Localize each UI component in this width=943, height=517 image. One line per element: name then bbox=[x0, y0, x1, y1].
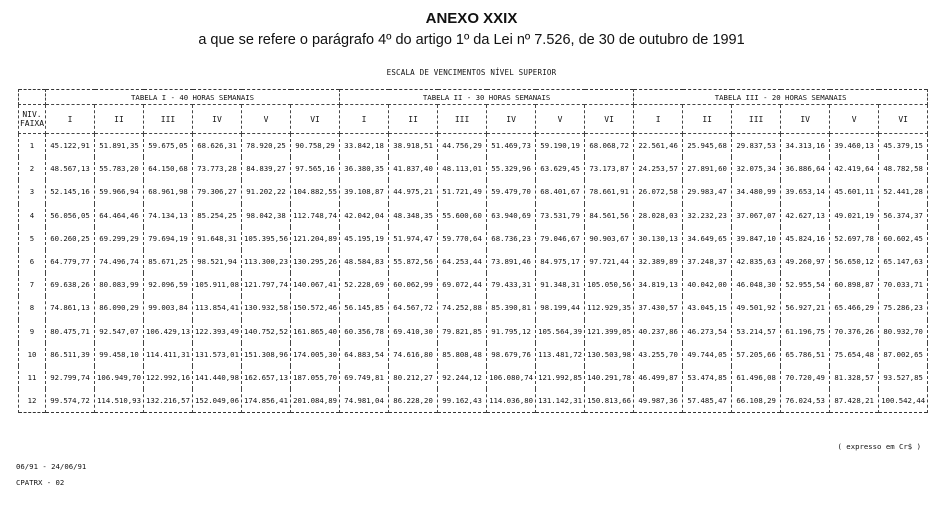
salary-cell: 112.929,35 bbox=[585, 296, 634, 319]
salary-cell: 79.433,31 bbox=[487, 273, 536, 296]
salary-cell: 65.786,51 bbox=[781, 343, 830, 366]
salary-cell: 51.974,47 bbox=[389, 227, 438, 250]
salary-cell: 69.299,29 bbox=[95, 227, 144, 250]
salary-cell: 49.260,97 bbox=[781, 250, 830, 273]
table-row bbox=[19, 157, 928, 180]
table-row bbox=[19, 320, 928, 343]
salary-cell: 100.542,44 bbox=[879, 389, 928, 413]
salary-cell: 99.003,84 bbox=[144, 296, 193, 319]
salary-cell: 85.254,25 bbox=[193, 204, 242, 227]
salary-cell: 55.872,56 bbox=[389, 250, 438, 273]
salary-cell: 57.205,66 bbox=[732, 343, 781, 366]
salary-cell: 32.075,34 bbox=[732, 157, 781, 180]
salary-cell: 56.650,12 bbox=[830, 250, 879, 273]
salary-cell: 34.819,13 bbox=[634, 273, 683, 296]
salary-cell: 45.824,16 bbox=[781, 227, 830, 250]
salary-cell: 76.024,53 bbox=[781, 389, 830, 413]
salary-cell: 69.072,44 bbox=[438, 273, 487, 296]
salary-cell: 34.649,65 bbox=[683, 227, 732, 250]
salary-cell: 106.949,70 bbox=[95, 366, 144, 389]
salary-cell: 57.485,47 bbox=[683, 389, 732, 413]
salary-cell: 174.005,30 bbox=[291, 343, 340, 366]
salary-cell: 68.068,72 bbox=[585, 134, 634, 158]
salary-cell: 68.401,67 bbox=[536, 180, 585, 203]
salary-cell: 38.918,51 bbox=[389, 134, 438, 158]
salary-cell: 151.308,96 bbox=[242, 343, 291, 366]
salary-cell: 52.955,54 bbox=[781, 273, 830, 296]
niv-cell: 12 bbox=[19, 389, 46, 413]
salary-cell: 140.291,78 bbox=[585, 366, 634, 389]
document-title: ANEXO XXIX bbox=[425, 10, 518, 27]
table-row bbox=[19, 366, 928, 389]
salary-cell: 52.228,69 bbox=[340, 273, 389, 296]
salary-cell: 40.042,00 bbox=[683, 273, 732, 296]
salary-cell: 63.940,69 bbox=[487, 204, 536, 227]
salary-cell: 51.721,49 bbox=[438, 180, 487, 203]
salary-cell: 22.561,46 bbox=[634, 134, 683, 158]
salary-cell: 68.961,98 bbox=[144, 180, 193, 203]
salary-cell: 122.393,49 bbox=[193, 320, 242, 343]
salary-cell: 84.975,17 bbox=[536, 250, 585, 273]
salary-cell: 84.839,27 bbox=[242, 157, 291, 180]
table-row bbox=[19, 227, 928, 250]
salary-cell: 29.837,53 bbox=[732, 134, 781, 158]
salary-cell: 85.808,48 bbox=[438, 343, 487, 366]
salary-cell: 27.891,60 bbox=[683, 157, 732, 180]
salary-cell: 74.252,88 bbox=[438, 296, 487, 319]
salary-cell: 64.883,54 bbox=[340, 343, 389, 366]
salary-cell: 30.130,13 bbox=[634, 227, 683, 250]
salary-cell: 64.464,46 bbox=[95, 204, 144, 227]
niv-cell: 5 bbox=[19, 227, 46, 250]
salary-cell: 93.527,85 bbox=[879, 366, 928, 389]
salary-cell: 85.671,25 bbox=[144, 250, 193, 273]
currency-note: ( expresso em Cr$ ) bbox=[837, 442, 921, 451]
salary-cell: 44.975,21 bbox=[389, 180, 438, 203]
salary-cell: 74.616,80 bbox=[389, 343, 438, 366]
salary-cell: 37.430,57 bbox=[634, 296, 683, 319]
salary-cell: 114.036,80 bbox=[487, 389, 536, 413]
column-header: III bbox=[144, 105, 193, 134]
salary-cell: 98.199,44 bbox=[536, 296, 585, 319]
salary-cell: 65.147,63 bbox=[879, 250, 928, 273]
column-header: III bbox=[732, 105, 781, 134]
salary-cell: 112.748,74 bbox=[291, 204, 340, 227]
salary-cell: 92.244,12 bbox=[438, 366, 487, 389]
salary-cell: 90.758,29 bbox=[291, 134, 340, 158]
salary-cell: 48.348,35 bbox=[389, 204, 438, 227]
salary-cell: 45.122,91 bbox=[46, 134, 95, 158]
salary-cell: 99.574,72 bbox=[46, 389, 95, 413]
table-row bbox=[19, 273, 928, 296]
table-row bbox=[19, 204, 928, 227]
salary-cell: 46.273,54 bbox=[683, 320, 732, 343]
column-header-row bbox=[19, 105, 928, 134]
salary-cell: 48.584,83 bbox=[340, 250, 389, 273]
salary-cell: 73.173,87 bbox=[585, 157, 634, 180]
salary-cell: 53.214,57 bbox=[732, 320, 781, 343]
salary-cell: 105.395,56 bbox=[242, 227, 291, 250]
niv-cell: 7 bbox=[19, 273, 46, 296]
salary-cell: 40.237,86 bbox=[634, 320, 683, 343]
salary-cell: 32.232,23 bbox=[683, 204, 732, 227]
salary-cell: 42.042,04 bbox=[340, 204, 389, 227]
group-header-tabela-3: TABELA III - 20 HORAS SEMANAIS bbox=[634, 90, 928, 105]
salary-cell: 121.204,89 bbox=[291, 227, 340, 250]
column-header: II bbox=[95, 105, 144, 134]
salary-cell: 80.083,99 bbox=[95, 273, 144, 296]
group-header-row bbox=[19, 90, 928, 105]
salary-cell: 52.145,16 bbox=[46, 180, 95, 203]
salary-cell: 92.096,59 bbox=[144, 273, 193, 296]
salary-cell: 68.626,31 bbox=[193, 134, 242, 158]
reference-code: CPATRX - 02 bbox=[16, 478, 65, 487]
salary-cell: 59.966,94 bbox=[95, 180, 144, 203]
salary-cell: 52.697,78 bbox=[830, 227, 879, 250]
salary-cell: 73.891,46 bbox=[487, 250, 536, 273]
niv-cell: 10 bbox=[19, 343, 46, 366]
salary-cell: 121.399,05 bbox=[585, 320, 634, 343]
salary-cell: 86.228,20 bbox=[389, 389, 438, 413]
salary-cell: 132.216,57 bbox=[144, 389, 193, 413]
salary-cell: 49.987,36 bbox=[634, 389, 683, 413]
salary-cell: 34.480,99 bbox=[732, 180, 781, 203]
salary-cell: 48.782,58 bbox=[879, 157, 928, 180]
table-row bbox=[19, 296, 928, 319]
salary-cell: 174.856,41 bbox=[242, 389, 291, 413]
salary-cell: 97.721,44 bbox=[585, 250, 634, 273]
niv-cell: 6 bbox=[19, 250, 46, 273]
salary-cell: 65.466,29 bbox=[830, 296, 879, 319]
column-header: III bbox=[438, 105, 487, 134]
salary-cell: 187.055,70 bbox=[291, 366, 340, 389]
salary-cell: 113.481,72 bbox=[536, 343, 585, 366]
salary-cell: 105.050,56 bbox=[585, 273, 634, 296]
salary-cell: 121.797,74 bbox=[242, 273, 291, 296]
column-header: V bbox=[242, 105, 291, 134]
column-header: IV bbox=[781, 105, 830, 134]
salary-cell: 59.770,64 bbox=[438, 227, 487, 250]
salary-cell: 80.475,71 bbox=[46, 320, 95, 343]
salary-cell: 79.694,19 bbox=[144, 227, 193, 250]
column-header: II bbox=[389, 105, 438, 134]
salary-cell: 78.920,25 bbox=[242, 134, 291, 158]
column-header: I bbox=[634, 105, 683, 134]
salary-cell: 114.510,93 bbox=[95, 389, 144, 413]
column-header: VI bbox=[879, 105, 928, 134]
salary-cell: 79.306,27 bbox=[193, 180, 242, 203]
niv-cell: 3 bbox=[19, 180, 46, 203]
salary-cell: 70.720,49 bbox=[781, 366, 830, 389]
salary-cell: 59.190,19 bbox=[536, 134, 585, 158]
salary-cell: 162.657,13 bbox=[242, 366, 291, 389]
salary-cell: 73.773,28 bbox=[193, 157, 242, 180]
salary-cell: 29.983,47 bbox=[683, 180, 732, 203]
salary-cell: 121.992,85 bbox=[536, 366, 585, 389]
salary-cell: 51.891,35 bbox=[95, 134, 144, 158]
salary-cell: 74.134,13 bbox=[144, 204, 193, 227]
salary-cell: 98.679,76 bbox=[487, 343, 536, 366]
salary-cell: 44.756,29 bbox=[438, 134, 487, 158]
salary-cell: 73.531,79 bbox=[536, 204, 585, 227]
salary-cell: 61.196,75 bbox=[781, 320, 830, 343]
table-row bbox=[19, 389, 928, 413]
salary-cell: 91.202,22 bbox=[242, 180, 291, 203]
salary-cell: 43.255,70 bbox=[634, 343, 683, 366]
salary-cell: 32.389,89 bbox=[634, 250, 683, 273]
salary-cell: 53.474,85 bbox=[683, 366, 732, 389]
salary-cell: 39.653,14 bbox=[781, 180, 830, 203]
salary-cell: 49.501,92 bbox=[732, 296, 781, 319]
salary-cell: 60.062,99 bbox=[389, 273, 438, 296]
column-header: I bbox=[46, 105, 95, 134]
salary-cell: 41.837,40 bbox=[389, 157, 438, 180]
niv-cell: 9 bbox=[19, 320, 46, 343]
salary-cell: 97.565,16 bbox=[291, 157, 340, 180]
group-header-tabela-1: TABELA I - 40 HORAS SEMANAIS bbox=[46, 90, 340, 105]
table-row bbox=[19, 180, 928, 203]
salary-cell: 201.084,89 bbox=[291, 389, 340, 413]
niv-faixa-header: NIV. FAIXA bbox=[19, 105, 46, 134]
salary-cell: 55.783,20 bbox=[95, 157, 144, 180]
salary-cell: 56.056,05 bbox=[46, 204, 95, 227]
column-header: IV bbox=[487, 105, 536, 134]
salary-cell: 69.410,30 bbox=[389, 320, 438, 343]
salary-cell: 25.945,68 bbox=[683, 134, 732, 158]
salary-cell: 48.567,13 bbox=[46, 157, 95, 180]
salary-cell: 86.511,39 bbox=[46, 343, 95, 366]
salary-cell: 69.638,26 bbox=[46, 273, 95, 296]
table-row bbox=[19, 343, 928, 366]
salary-cell: 81.328,57 bbox=[830, 366, 879, 389]
salary-cell: 75.654,48 bbox=[830, 343, 879, 366]
salary-cell: 86.090,29 bbox=[95, 296, 144, 319]
salary-cell: 46.499,87 bbox=[634, 366, 683, 389]
column-header: V bbox=[536, 105, 585, 134]
table-caption: ESCALA DE VENCIMENTOS NÍVEL SUPERIOR bbox=[386, 68, 557, 77]
salary-cell: 80.932,70 bbox=[879, 320, 928, 343]
salary-cell: 64.779,77 bbox=[46, 250, 95, 273]
salary-cell: 59.479,70 bbox=[487, 180, 536, 203]
salary-cell: 150.813,66 bbox=[585, 389, 634, 413]
table-row bbox=[19, 134, 928, 158]
salary-cell: 46.048,30 bbox=[732, 273, 781, 296]
salary-cell: 56.927,21 bbox=[781, 296, 830, 319]
salary-cell: 90.903,67 bbox=[585, 227, 634, 250]
salary-cell: 87.002,65 bbox=[879, 343, 928, 366]
salary-cell: 60.898,87 bbox=[830, 273, 879, 296]
salary-cell: 43.045,15 bbox=[683, 296, 732, 319]
column-header: V bbox=[830, 105, 879, 134]
salary-cell: 64.567,72 bbox=[389, 296, 438, 319]
salary-cell: 105.911,08 bbox=[193, 273, 242, 296]
niv-header-spacer bbox=[19, 90, 46, 105]
salary-cell: 37.067,07 bbox=[732, 204, 781, 227]
salary-cell: 98.521,94 bbox=[193, 250, 242, 273]
table-body bbox=[19, 134, 928, 413]
salary-cell: 42.627,13 bbox=[781, 204, 830, 227]
salary-cell: 60.356,78 bbox=[340, 320, 389, 343]
salary-cell: 85.390,81 bbox=[487, 296, 536, 319]
salary-cell: 51.469,73 bbox=[487, 134, 536, 158]
salary-cell: 106.429,13 bbox=[144, 320, 193, 343]
salary-cell: 55.329,96 bbox=[487, 157, 536, 180]
salary-cell: 39.108,87 bbox=[340, 180, 389, 203]
salary-cell: 60.260,25 bbox=[46, 227, 95, 250]
niv-cell: 1 bbox=[19, 134, 46, 158]
salary-cell: 79.821,85 bbox=[438, 320, 487, 343]
document-subtitle: a que se refere o parágrafo 4º do artigo 1º da Lei nº 7.526, de 30 de outubro de 1991 bbox=[198, 32, 745, 48]
salary-cell: 42.419,64 bbox=[830, 157, 879, 180]
salary-cell: 49.021,19 bbox=[830, 204, 879, 227]
salary-cell: 80.212,27 bbox=[389, 366, 438, 389]
salary-cell: 74.981,04 bbox=[340, 389, 389, 413]
salary-cell: 130.503,98 bbox=[585, 343, 634, 366]
salary-cell: 99.458,10 bbox=[95, 343, 144, 366]
salary-cell: 45.379,15 bbox=[879, 134, 928, 158]
salary-cell: 64.150,68 bbox=[144, 157, 193, 180]
salary-cell: 140.067,41 bbox=[291, 273, 340, 296]
salary-cell: 61.496,08 bbox=[732, 366, 781, 389]
salary-cell: 49.744,05 bbox=[683, 343, 732, 366]
niv-cell: 11 bbox=[19, 366, 46, 389]
column-header: II bbox=[683, 105, 732, 134]
salary-cell: 59.675,05 bbox=[144, 134, 193, 158]
salary-cell: 45.195,19 bbox=[340, 227, 389, 250]
salary-cell: 75.286,23 bbox=[879, 296, 928, 319]
salary-cell: 56.145,85 bbox=[340, 296, 389, 319]
niv-cell: 8 bbox=[19, 296, 46, 319]
salary-cell: 64.253,44 bbox=[438, 250, 487, 273]
salary-cell: 122.992,16 bbox=[144, 366, 193, 389]
salary-cell: 131.142,31 bbox=[536, 389, 585, 413]
salary-cell: 36.886,64 bbox=[781, 157, 830, 180]
salary-cell: 63.629,45 bbox=[536, 157, 585, 180]
reference-date: 06/91 - 24/06/91 bbox=[16, 462, 87, 471]
salary-cell: 70.376,26 bbox=[830, 320, 879, 343]
salary-cell: 91.795,12 bbox=[487, 320, 536, 343]
salary-cell: 68.736,23 bbox=[487, 227, 536, 250]
salary-cell: 92.547,07 bbox=[95, 320, 144, 343]
salary-cell: 152.049,06 bbox=[193, 389, 242, 413]
salary-cell: 33.842,18 bbox=[340, 134, 389, 158]
salary-cell: 74.496,74 bbox=[95, 250, 144, 273]
salary-cell: 52.441,28 bbox=[879, 180, 928, 203]
salary-cell: 56.374,37 bbox=[879, 204, 928, 227]
salary-cell: 113.300,23 bbox=[242, 250, 291, 273]
salary-cell: 99.162,43 bbox=[438, 389, 487, 413]
column-header: VI bbox=[585, 105, 634, 134]
salary-cell: 45.601,11 bbox=[830, 180, 879, 203]
salary-cell: 37.248,37 bbox=[683, 250, 732, 273]
salary-scale-table bbox=[18, 89, 928, 413]
salary-cell: 161.865,40 bbox=[291, 320, 340, 343]
salary-cell: 141.440,98 bbox=[193, 366, 242, 389]
column-header: IV bbox=[193, 105, 242, 134]
group-header-tabela-2: TABELA II - 30 HORAS SEMANAIS bbox=[340, 90, 634, 105]
salary-cell: 105.564,39 bbox=[536, 320, 585, 343]
salary-cell: 39.460,13 bbox=[830, 134, 879, 158]
column-header: VI bbox=[291, 105, 340, 134]
salary-cell: 98.042,38 bbox=[242, 204, 291, 227]
salary-cell: 92.799,74 bbox=[46, 366, 95, 389]
salary-cell: 36.380,35 bbox=[340, 157, 389, 180]
salary-cell: 69.749,81 bbox=[340, 366, 389, 389]
salary-cell: 39.847,10 bbox=[732, 227, 781, 250]
salary-cell: 42.835,63 bbox=[732, 250, 781, 273]
salary-cell: 113.854,41 bbox=[193, 296, 242, 319]
salary-cell: 34.313,16 bbox=[781, 134, 830, 158]
salary-cell: 78.661,91 bbox=[585, 180, 634, 203]
salary-cell: 87.428,21 bbox=[830, 389, 879, 413]
salary-cell: 70.033,71 bbox=[879, 273, 928, 296]
salary-cell: 55.600,60 bbox=[438, 204, 487, 227]
salary-cell: 91.648,31 bbox=[193, 227, 242, 250]
salary-cell: 84.561,56 bbox=[585, 204, 634, 227]
niv-cell: 4 bbox=[19, 204, 46, 227]
salary-cell: 48.113,01 bbox=[438, 157, 487, 180]
salary-cell: 114.411,31 bbox=[144, 343, 193, 366]
salary-cell: 131.573,01 bbox=[193, 343, 242, 366]
salary-cell: 66.108,29 bbox=[732, 389, 781, 413]
salary-cell: 130.295,26 bbox=[291, 250, 340, 273]
salary-cell: 130.932,58 bbox=[242, 296, 291, 319]
salary-cell: 104.882,55 bbox=[291, 180, 340, 203]
column-header: I bbox=[340, 105, 389, 134]
salary-cell: 74.861,13 bbox=[46, 296, 95, 319]
salary-cell: 28.028,03 bbox=[634, 204, 683, 227]
salary-cell: 106.080,74 bbox=[487, 366, 536, 389]
niv-cell: 2 bbox=[19, 157, 46, 180]
salary-cell: 24.253,57 bbox=[634, 157, 683, 180]
salary-cell: 26.072,58 bbox=[634, 180, 683, 203]
salary-cell: 60.602,45 bbox=[879, 227, 928, 250]
salary-cell: 79.046,67 bbox=[536, 227, 585, 250]
salary-cell: 91.348,31 bbox=[536, 273, 585, 296]
salary-cell: 150.572,46 bbox=[291, 296, 340, 319]
salary-cell: 140.752,52 bbox=[242, 320, 291, 343]
table-row bbox=[19, 250, 928, 273]
